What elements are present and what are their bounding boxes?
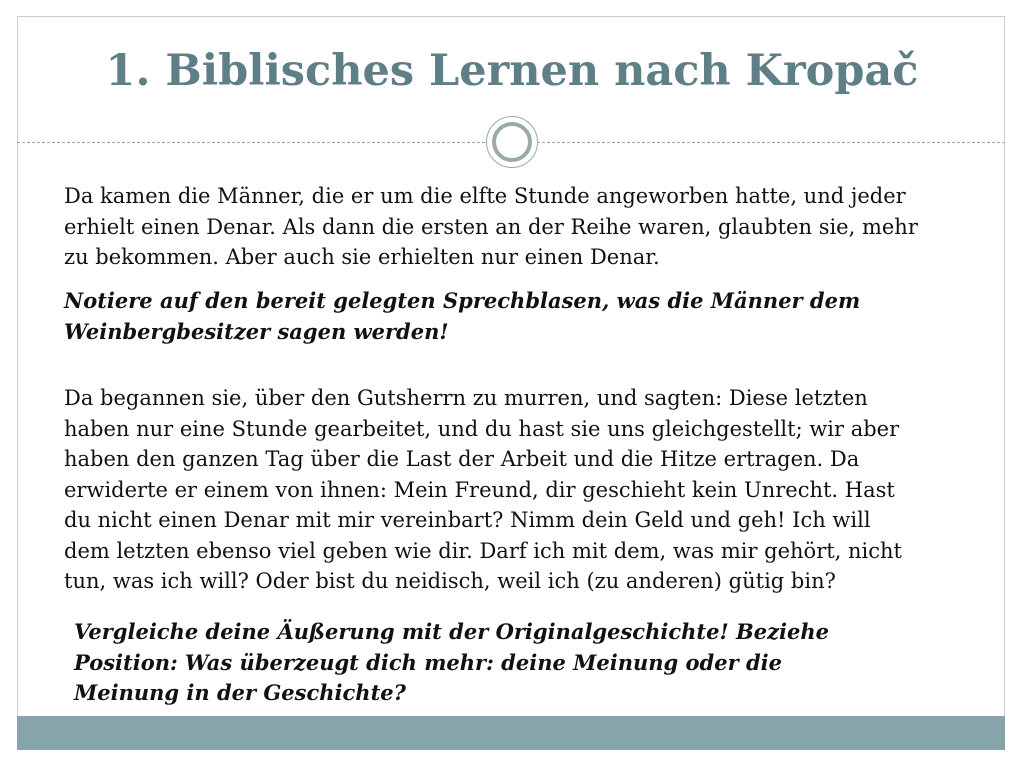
text-line: Vergleiche deine Äußerung mit der Originalgeschichte! Beziehe bbox=[74, 619, 829, 644]
bible-passage-1 bbox=[64, 181, 918, 273]
text-line: tun, was ich will? Oder bist du neidisch, weil ich (zu anderen) gütig bin? bbox=[64, 569, 836, 593]
text-line: Da kamen die Männer, die er um die elfte Stunde angeworben hatte, und jeder bbox=[64, 184, 906, 208]
instruction-1 bbox=[64, 286, 860, 347]
text-line: zu bekommen. Aber auch sie erhielten nur einen Denar. bbox=[64, 245, 660, 269]
circle-ornament-icon bbox=[486, 116, 538, 168]
text-line: erhielt einen Denar. Als dann die ersten an der Reihe waren, glaubten sie, mehr bbox=[64, 214, 918, 239]
text-line: Notiere auf den bereit gelegten Sprechblasen, was die Männer dem bbox=[64, 288, 861, 313]
text-line: Position: Was überzeugt dich mehr: deine Meinung oder die bbox=[74, 649, 782, 675]
text-line: Meinung in der Geschichte? bbox=[74, 680, 406, 705]
slide-title: 1. Biblisches Lernen nach Kropač bbox=[105, 46, 919, 96]
text-line: Weinbergbesitzer sagen werden! bbox=[64, 318, 449, 344]
text-line: erwiderte er einem von ihnen: Mein Freund, dir geschieht kein Unrecht. Hast bbox=[64, 477, 895, 502]
text-line: haben nur eine Stunde gearbeitet, und du hast sie uns gleichgestellt; wir aber bbox=[64, 416, 900, 441]
text-line: haben den ganzen Tag über die Last der Arbeit und die Hitze ertragen. Da bbox=[64, 447, 860, 471]
circle-ornament-inner bbox=[492, 122, 532, 162]
text-line: du nicht einen Denar mit mir vereinbart? Nimm dein Geld und geh! Ich will bbox=[64, 508, 871, 532]
footer-bar bbox=[17, 716, 1005, 750]
instruction-2 bbox=[74, 617, 829, 709]
bible-passage-2 bbox=[64, 383, 902, 597]
text-line: dem letzten ebenso viel geben wie dir. Darf ich mit dem, was mir gehört, nicht bbox=[64, 538, 902, 563]
text-line: Da begannen sie, über den Gutsherrn zu murren, und sagten: Diese letzten bbox=[64, 386, 868, 410]
